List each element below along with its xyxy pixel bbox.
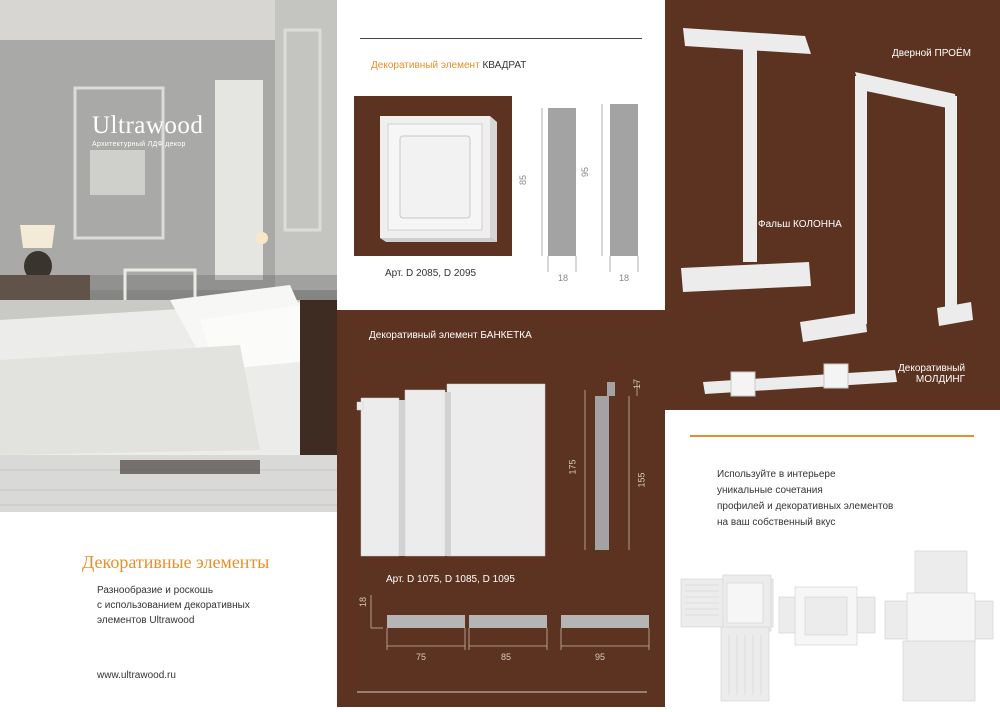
square-title-prefix: Декоративный элемент (371, 60, 480, 71)
door-label: Дверной ПРОЁМ (892, 48, 971, 59)
architectural-elements (665, 0, 1000, 410)
dim-label: 18 (558, 273, 569, 283)
banketka-panel (337, 310, 665, 707)
square-profile-svg (528, 104, 648, 284)
square-article: Арт. D 2085, D 2095 (385, 268, 477, 279)
description-line: Разнообразие и роскошь (97, 585, 214, 596)
square-title (371, 60, 526, 71)
usage-text (717, 467, 893, 531)
usage-text-line: уникальные сочетания (717, 485, 823, 496)
dim-label: 85 (501, 652, 512, 662)
brand-logo: Ultrawood (92, 112, 204, 139)
website-link[interactable]: www.ultrawood.ru (97, 670, 176, 681)
dim-label: 95 (580, 166, 591, 178)
dim-label: 155 (636, 472, 647, 488)
right-brown-panel (665, 0, 1000, 410)
divider (360, 38, 642, 39)
column-label: Фальш КОЛОННА (758, 219, 842, 230)
molding-label-line: МОЛДИНГ (915, 374, 966, 385)
banketka-title: Декоративный элемент БАНКЕТКА (369, 330, 532, 341)
description (97, 583, 250, 628)
banketka-article: Арт. D 1075, D 1085, D 1095 (386, 574, 515, 585)
square-profile-drawing (528, 104, 648, 284)
usage-text-line: Используйте в интерьере (717, 469, 836, 480)
brand-tagline: Архитектурный ЛДФ декор (92, 141, 186, 148)
square-product-box (354, 96, 512, 256)
dim-label: 18 (358, 596, 369, 608)
description-line: с использованием декоративных (97, 600, 250, 611)
dim-label: 85 (518, 174, 529, 186)
square-element-image (354, 96, 512, 256)
molding-label (898, 363, 965, 385)
page-title: Декоративные элементы (82, 552, 270, 572)
combinations-image (675, 545, 995, 705)
usage-text-line: на ваш собственный вкус (717, 517, 836, 528)
dim-label: 17 (632, 378, 643, 390)
accent-divider (690, 435, 974, 437)
combinations-svg (675, 545, 995, 705)
dim-label: 175 (567, 459, 578, 475)
banketka-drawing (337, 310, 665, 707)
dim-label: 95 (595, 652, 606, 662)
bedroom-illustration (0, 0, 337, 512)
square-title-name: КВАДРАТ (482, 60, 527, 71)
dim-label: 18 (619, 273, 630, 283)
bedroom-photo (0, 0, 337, 512)
molding-label-line: Декоративный (898, 363, 966, 374)
description-line: элементов Ultrawood (97, 615, 195, 626)
usage-text-line: профилей и декоративных элементов (717, 501, 894, 512)
dim-label: 75 (416, 652, 427, 662)
